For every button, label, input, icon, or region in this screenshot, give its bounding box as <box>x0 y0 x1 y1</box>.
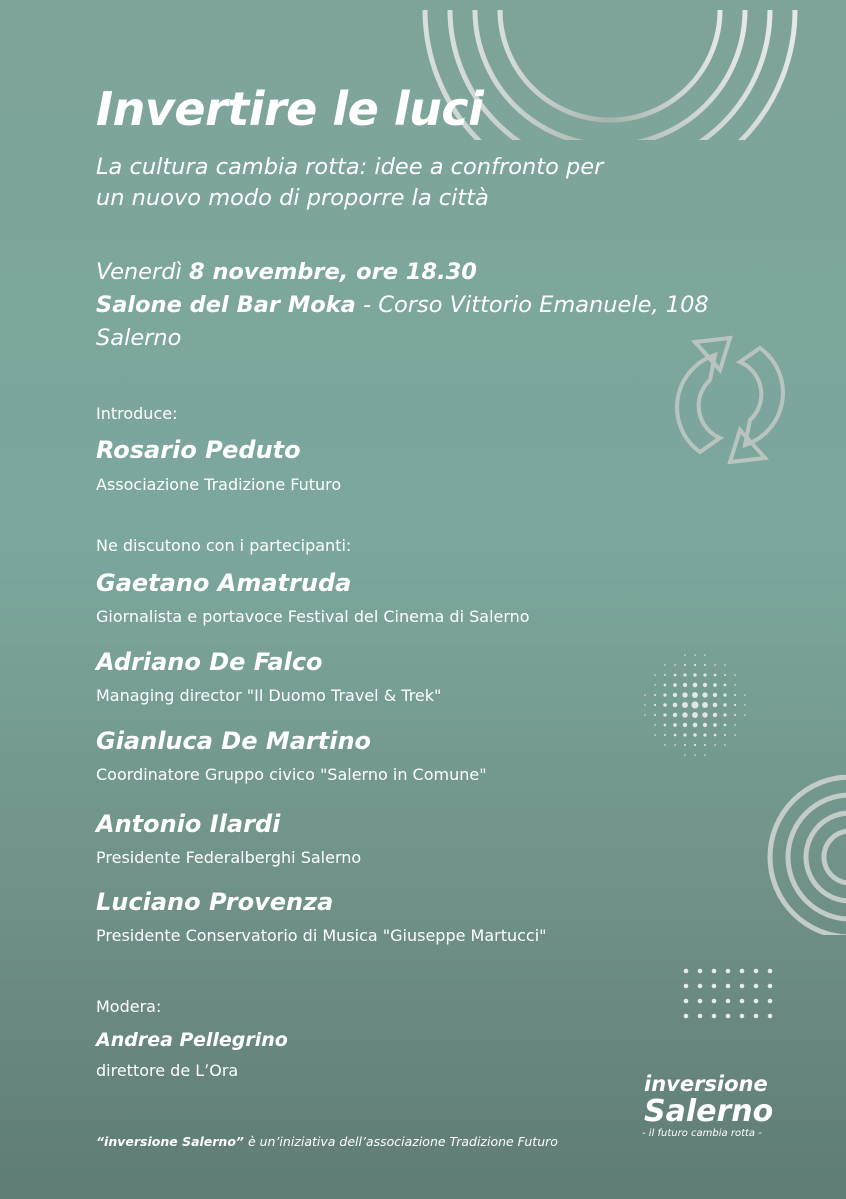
speaker-role: Presidente Conservatorio di Musica "Giuseppe Martucci" <box>96 926 547 945</box>
subtitle <box>96 152 603 214</box>
footer-text: è un’iniziativa dell’associazione Tradizione Futuro <box>243 1134 558 1149</box>
speaker-name: Luciano Provenza <box>96 888 334 916</box>
footer-note <box>96 1134 558 1149</box>
moderator-role: direttore de L’Ora <box>96 1061 239 1080</box>
speaker-name: Adriano De Falco <box>96 648 323 676</box>
event-day: Venerdì <box>96 259 189 285</box>
event-venue: Salone del Bar Moka <box>96 292 356 318</box>
event-date <box>96 256 709 289</box>
dot-grid-decoration <box>680 965 780 1025</box>
introduce-label: Introduce: <box>96 404 178 423</box>
speaker-role: Giornalista e portavoce Festival del Cinema di Salerno <box>96 607 530 626</box>
logo-line-1: inversione <box>644 1072 768 1096</box>
logo-line-2: Salerno <box>644 1094 774 1129</box>
decorative-arcs-right <box>755 775 846 935</box>
event-location <box>96 289 709 322</box>
subtitle-line-2: un nuovo modo di proporre la città <box>96 185 489 211</box>
halftone-dots-decoration <box>640 650 750 760</box>
subtitle-line-1: La cultura cambia rotta: idee a confronto per <box>96 154 604 180</box>
speaker-name: Antonio Ilardi <box>96 810 281 838</box>
moderator-name: Andrea Pellegrino <box>96 1029 288 1051</box>
footer-initiative-name: “inversione Salerno” <box>96 1134 244 1149</box>
event-address: - Corso Vittorio Emanuele, 108 <box>355 292 709 318</box>
speaker-role: Managing director "Il Duomo Travel & Trek" <box>96 686 442 705</box>
page-title: Invertire le luci <box>96 82 484 136</box>
speaker-role: Presidente Federalberghi Salerno <box>96 848 362 867</box>
introducer-name: Rosario Peduto <box>96 436 301 464</box>
speaker-name: Gianluca De Martino <box>96 727 372 755</box>
inversione-salerno-logo <box>644 1072 794 1140</box>
event-date-time: 8 novembre, ore 18.30 <box>188 259 477 285</box>
speaker-role: Coordinatore Gruppo civico "Salerno in Comune" <box>96 765 487 784</box>
introducer-role: Associazione Tradizione Futuro <box>96 475 342 494</box>
speaker-name: Gaetano Amatruda <box>96 569 352 597</box>
event-city: Salerno <box>96 325 182 351</box>
panel-label: Ne discutono con i partecipanti: <box>96 536 352 555</box>
logo-tagline: - il futuro cambia rotta - <box>642 1128 762 1139</box>
event-details <box>96 256 709 355</box>
moderator-label: Modera: <box>96 997 162 1016</box>
